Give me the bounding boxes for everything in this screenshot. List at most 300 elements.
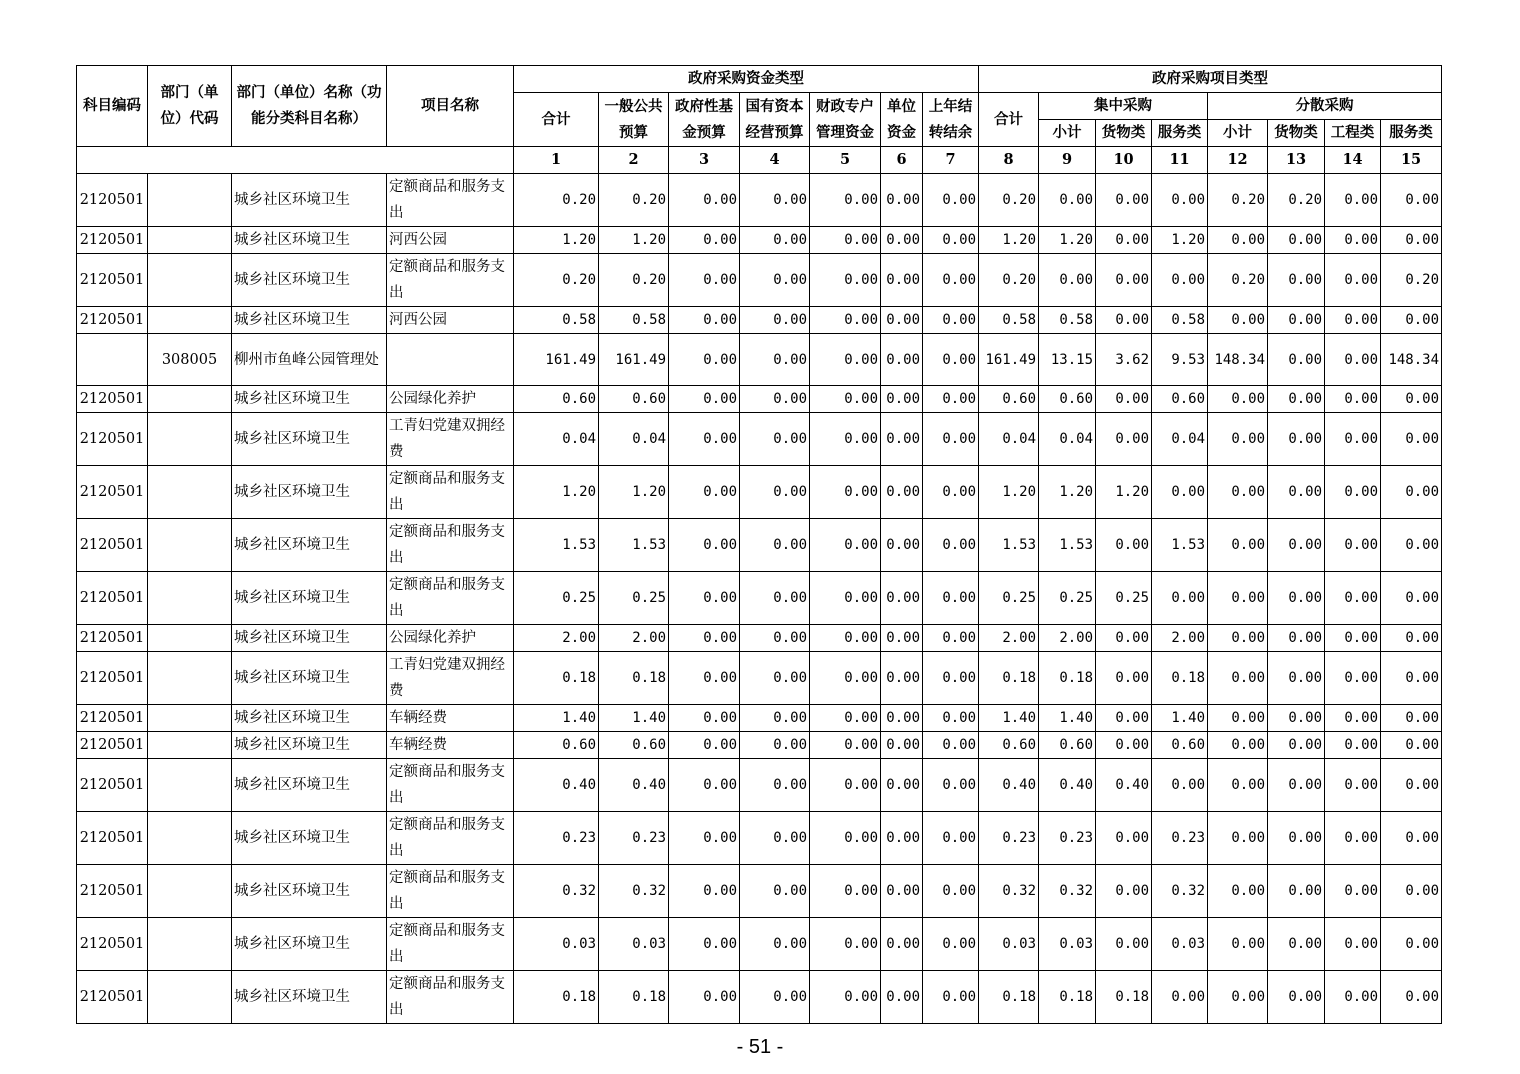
dept-code-cell: [148, 759, 232, 812]
value-cell: 0.00: [1381, 307, 1442, 334]
value-cell: 2.00: [514, 625, 599, 652]
column-number: 6: [881, 147, 923, 174]
dept-code-cell: [148, 732, 232, 759]
value-cell: 0.18: [1039, 971, 1096, 1024]
dept-code-cell: [148, 466, 232, 519]
value-cell: 161.49: [599, 334, 669, 386]
value-cell: 1.20: [1152, 227, 1208, 254]
value-cell: 0.18: [1152, 652, 1208, 705]
value-cell: 161.49: [514, 334, 599, 386]
header-carryover: 上年结转结余: [923, 93, 979, 147]
value-cell: 0.00: [881, 307, 923, 334]
table-row: [77, 174, 1442, 227]
project-name-cell: 河西公园: [387, 307, 514, 334]
dept-name-cell: 城乡社区环境卫生: [232, 572, 387, 625]
value-cell: 0.00: [740, 812, 810, 865]
project-name-cell: 工青妇党建双拥经费: [387, 652, 514, 705]
value-cell: 0.00: [923, 732, 979, 759]
header-dispersed-group: 分散采购: [1208, 93, 1442, 120]
value-cell: 0.00: [740, 572, 810, 625]
value-cell: 0.00: [1268, 732, 1325, 759]
value-cell: 0.20: [599, 174, 669, 227]
procurement-table: [76, 65, 1442, 1024]
value-cell: 0.00: [1268, 918, 1325, 971]
value-cell: 0.00: [1381, 413, 1442, 466]
value-cell: 0.00: [1268, 386, 1325, 413]
value-cell: 0.00: [881, 254, 923, 307]
value-cell: 0.00: [923, 227, 979, 254]
value-cell: 1.40: [514, 705, 599, 732]
value-cell: 0.00: [881, 413, 923, 466]
value-cell: 0.00: [1381, 227, 1442, 254]
value-cell: 0.00: [1096, 705, 1152, 732]
value-cell: 0.40: [599, 759, 669, 812]
value-cell: 0.20: [599, 254, 669, 307]
value-cell: 0.00: [881, 652, 923, 705]
header-central-goods: 货物类: [1096, 120, 1152, 147]
project-name-cell: 车辆经费: [387, 705, 514, 732]
value-cell: 0.00: [1208, 466, 1268, 519]
value-cell: 0.00: [810, 386, 881, 413]
value-cell: 0.20: [979, 254, 1039, 307]
column-number: 1: [514, 147, 599, 174]
value-cell: 0.00: [810, 759, 881, 812]
subject-code-cell: 2120501: [77, 572, 148, 625]
value-cell: 0.00: [1096, 386, 1152, 413]
value-cell: 0.00: [1381, 625, 1442, 652]
dept-name-cell: 城乡社区环境卫生: [232, 227, 387, 254]
subject-code-cell: 2120501: [77, 625, 148, 652]
project-name-cell: 定额商品和服务支出: [387, 918, 514, 971]
value-cell: 1.20: [1096, 466, 1152, 519]
header-special-account: 财政专户管理资金: [810, 93, 881, 147]
column-number: 8: [979, 147, 1039, 174]
value-cell: 0.40: [1096, 759, 1152, 812]
table-header: [77, 66, 1442, 174]
subject-code-cell: 2120501: [77, 307, 148, 334]
value-cell: 0.00: [1096, 413, 1152, 466]
value-cell: 0.00: [1096, 732, 1152, 759]
subject-code-cell: 2120501: [77, 971, 148, 1024]
value-cell: 0.23: [1152, 812, 1208, 865]
subject-code-cell: 2120501: [77, 466, 148, 519]
value-cell: 0.00: [669, 705, 740, 732]
value-cell: 148.34: [1381, 334, 1442, 386]
dept-code-cell: [148, 812, 232, 865]
value-cell: 0.00: [740, 413, 810, 466]
dept-name-cell: 城乡社区环境卫生: [232, 307, 387, 334]
value-cell: 0.00: [881, 227, 923, 254]
value-cell: 0.00: [669, 625, 740, 652]
value-cell: 0.00: [740, 971, 810, 1024]
value-cell: 0.00: [740, 732, 810, 759]
value-cell: 0.00: [1152, 759, 1208, 812]
value-cell: 0.00: [1268, 519, 1325, 572]
value-cell: 0.00: [1208, 652, 1268, 705]
value-cell: 0.00: [669, 519, 740, 572]
value-cell: 0.00: [1208, 519, 1268, 572]
value-cell: 0.00: [740, 865, 810, 918]
value-cell: 0.00: [810, 918, 881, 971]
header-dept-name: 部门（单位）名称（功能分类科目名称）: [232, 66, 387, 147]
value-cell: 1.20: [514, 227, 599, 254]
value-cell: 161.49: [979, 334, 1039, 386]
value-cell: 0.00: [923, 971, 979, 1024]
dept-name-cell: 城乡社区环境卫生: [232, 466, 387, 519]
value-cell: 0.00: [669, 334, 740, 386]
value-cell: 0.20: [1268, 174, 1325, 227]
value-cell: 0.00: [1152, 971, 1208, 1024]
dept-code-cell: [148, 307, 232, 334]
value-cell: 0.00: [1096, 174, 1152, 227]
value-cell: 0.00: [881, 519, 923, 572]
dept-code-cell: [148, 386, 232, 413]
value-cell: 0.00: [1208, 625, 1268, 652]
value-cell: 0.60: [1152, 732, 1208, 759]
value-cell: 1.53: [599, 519, 669, 572]
value-cell: 0.00: [669, 812, 740, 865]
value-cell: 0.00: [1268, 759, 1325, 812]
value-cell: 0.00: [881, 174, 923, 227]
value-cell: 0.25: [599, 572, 669, 625]
table-row: [77, 865, 1442, 918]
value-cell: 0.00: [810, 254, 881, 307]
value-cell: 0.00: [923, 865, 979, 918]
value-cell: 0.32: [599, 865, 669, 918]
value-cell: 0.00: [1208, 732, 1268, 759]
value-cell: 0.00: [1325, 174, 1381, 227]
value-cell: 1.53: [1152, 519, 1208, 572]
value-cell: 2.00: [1152, 625, 1208, 652]
value-cell: 0.00: [740, 254, 810, 307]
value-cell: 0.00: [881, 705, 923, 732]
value-cell: 0.04: [1039, 413, 1096, 466]
value-cell: 0.00: [1381, 705, 1442, 732]
value-cell: 0.00: [740, 227, 810, 254]
table-row: [77, 625, 1442, 652]
value-cell: 0.00: [810, 812, 881, 865]
value-cell: 0.00: [1381, 812, 1442, 865]
value-cell: 0.58: [1152, 307, 1208, 334]
value-cell: 0.00: [1268, 705, 1325, 732]
value-cell: 0.00: [1208, 413, 1268, 466]
value-cell: 0.00: [669, 307, 740, 334]
value-cell: 0.20: [514, 174, 599, 227]
subject-code-cell: 2120501: [77, 386, 148, 413]
project-name-cell: 公园绿化养护: [387, 386, 514, 413]
value-cell: 0.00: [810, 732, 881, 759]
subject-code-cell: [77, 334, 148, 386]
value-cell: 0.04: [514, 413, 599, 466]
value-cell: 0.00: [923, 307, 979, 334]
value-cell: 0.00: [1268, 307, 1325, 334]
value-cell: 1.40: [1039, 705, 1096, 732]
value-cell: 0.00: [810, 865, 881, 918]
value-cell: 0.00: [740, 652, 810, 705]
value-cell: 0.00: [881, 918, 923, 971]
value-cell: 0.00: [1325, 865, 1381, 918]
value-cell: 0.60: [979, 386, 1039, 413]
value-cell: 0.00: [1325, 759, 1381, 812]
value-cell: 0.03: [514, 918, 599, 971]
value-cell: 0.03: [1152, 918, 1208, 971]
subject-code-cell: 2120501: [77, 918, 148, 971]
project-name-cell: 河西公园: [387, 227, 514, 254]
project-name-cell: 车辆经费: [387, 732, 514, 759]
value-cell: 0.00: [810, 519, 881, 572]
value-cell: 0.00: [1381, 652, 1442, 705]
header-central-subtotal: 小计: [1039, 120, 1096, 147]
value-cell: 0.18: [1096, 971, 1152, 1024]
value-cell: 1.20: [1039, 227, 1096, 254]
project-name-cell: 定额商品和服务支出: [387, 174, 514, 227]
value-cell: 0.00: [810, 572, 881, 625]
value-cell: 148.34: [1208, 334, 1268, 386]
table-row: [77, 466, 1442, 519]
value-cell: 0.00: [923, 625, 979, 652]
value-cell: 0.04: [979, 413, 1039, 466]
value-cell: 0.00: [923, 254, 979, 307]
header-project-name: 项目名称: [387, 66, 514, 147]
column-number: 5: [810, 147, 881, 174]
value-cell: 0.32: [514, 865, 599, 918]
value-cell: 1.53: [979, 519, 1039, 572]
value-cell: 0.00: [810, 413, 881, 466]
value-cell: 0.00: [810, 652, 881, 705]
value-cell: 1.40: [1152, 705, 1208, 732]
value-cell: 0.00: [1325, 971, 1381, 1024]
dept-name-cell: 城乡社区环境卫生: [232, 971, 387, 1024]
value-cell: 0.00: [1208, 918, 1268, 971]
dept-code-cell: 308005: [148, 334, 232, 386]
value-cell: 0.00: [810, 307, 881, 334]
header-project-total: 合计: [979, 93, 1039, 147]
value-cell: 0.00: [1268, 865, 1325, 918]
value-cell: 0.00: [1268, 227, 1325, 254]
header-central-group: 集中采购: [1039, 93, 1208, 120]
value-cell: 0.00: [669, 865, 740, 918]
value-cell: 0.00: [1325, 572, 1381, 625]
project-name-cell: 定额商品和服务支出: [387, 759, 514, 812]
header-state-capital-budget: 国有资本经营预算: [740, 93, 810, 147]
value-cell: 0.20: [1208, 254, 1268, 307]
value-cell: 1.20: [1039, 466, 1096, 519]
value-cell: 0.00: [1208, 971, 1268, 1024]
value-cell: 0.00: [923, 466, 979, 519]
subject-code-cell: 2120501: [77, 705, 148, 732]
project-name-cell: 定额商品和服务支出: [387, 971, 514, 1024]
column-number: 15: [1381, 147, 1442, 174]
value-cell: 0.58: [1039, 307, 1096, 334]
value-cell: 0.00: [740, 466, 810, 519]
value-cell: 1.20: [599, 227, 669, 254]
value-cell: 0.00: [1096, 865, 1152, 918]
dept-code-cell: [148, 519, 232, 572]
value-cell: 0.00: [810, 466, 881, 519]
header-subject-code: 科目编码: [77, 66, 148, 147]
subject-code-cell: 2120501: [77, 865, 148, 918]
column-number: 2: [599, 147, 669, 174]
value-cell: 1.20: [979, 466, 1039, 519]
table-row: [77, 812, 1442, 865]
value-cell: 0.00: [1325, 918, 1381, 971]
dept-code-cell: [148, 227, 232, 254]
value-cell: 0.00: [1268, 625, 1325, 652]
value-cell: 1.40: [599, 705, 669, 732]
dept-name-cell: 城乡社区环境卫生: [232, 812, 387, 865]
dept-code-cell: [148, 174, 232, 227]
value-cell: 0.58: [514, 307, 599, 334]
value-cell: 0.25: [979, 572, 1039, 625]
subject-code-cell: 2120501: [77, 519, 148, 572]
dept-name-cell: 城乡社区环境卫生: [232, 254, 387, 307]
value-cell: 0.00: [1325, 413, 1381, 466]
dept-name-cell: 城乡社区环境卫生: [232, 386, 387, 413]
value-cell: 0.60: [599, 732, 669, 759]
value-cell: 0.00: [1325, 307, 1381, 334]
value-cell: 0.00: [669, 971, 740, 1024]
value-cell: 0.00: [923, 386, 979, 413]
value-cell: 0.00: [923, 759, 979, 812]
value-cell: 0.00: [881, 334, 923, 386]
value-cell: 0.18: [599, 971, 669, 1024]
value-cell: 0.00: [881, 572, 923, 625]
value-cell: 0.00: [1208, 227, 1268, 254]
value-cell: 0.00: [1325, 334, 1381, 386]
column-number: 9: [1039, 147, 1096, 174]
value-cell: 0.40: [514, 759, 599, 812]
value-cell: 0.00: [1268, 334, 1325, 386]
value-cell: 0.60: [979, 732, 1039, 759]
value-cell: 0.00: [740, 386, 810, 413]
value-cell: 0.00: [1208, 307, 1268, 334]
value-cell: 0.00: [923, 334, 979, 386]
dept-name-cell: 城乡社区环境卫生: [232, 413, 387, 466]
subject-code-cell: 2120501: [77, 812, 148, 865]
value-cell: 0.58: [979, 307, 1039, 334]
project-name-cell: 定额商品和服务支出: [387, 466, 514, 519]
dept-name-cell: 柳州市鱼峰公园管理处: [232, 334, 387, 386]
value-cell: 0.00: [1381, 466, 1442, 519]
value-cell: 0.00: [1208, 865, 1268, 918]
project-name-cell: 工青妇党建双拥经费: [387, 413, 514, 466]
value-cell: 0.00: [1268, 254, 1325, 307]
project-name-cell: 定额商品和服务支出: [387, 519, 514, 572]
project-name-cell: 定额商品和服务支出: [387, 812, 514, 865]
subject-code-cell: 2120501: [77, 759, 148, 812]
value-cell: 0.00: [1268, 466, 1325, 519]
value-cell: 0.00: [1096, 652, 1152, 705]
table-row: [77, 918, 1442, 971]
value-cell: 0.00: [923, 519, 979, 572]
value-cell: 2.00: [979, 625, 1039, 652]
value-cell: 0.18: [979, 971, 1039, 1024]
subject-code-cell: 2120501: [77, 174, 148, 227]
value-cell: 0.00: [1096, 625, 1152, 652]
dept-name-cell: 城乡社区环境卫生: [232, 865, 387, 918]
value-cell: 0.00: [1381, 174, 1442, 227]
dept-name-cell: 城乡社区环境卫生: [232, 705, 387, 732]
value-cell: 0.60: [514, 732, 599, 759]
value-cell: 0.32: [1039, 865, 1096, 918]
dept-name-cell: 城乡社区环境卫生: [232, 652, 387, 705]
value-cell: 0.00: [881, 759, 923, 812]
value-cell: 9.53: [1152, 334, 1208, 386]
value-cell: 0.20: [979, 174, 1039, 227]
value-cell: 0.00: [1096, 254, 1152, 307]
column-number: 13: [1268, 147, 1325, 174]
value-cell: 0.23: [979, 812, 1039, 865]
table-row: [77, 519, 1442, 572]
value-cell: 0.00: [669, 254, 740, 307]
value-cell: 0.18: [514, 971, 599, 1024]
table-row: [77, 227, 1442, 254]
value-cell: 0.00: [1381, 386, 1442, 413]
table-body: [77, 174, 1442, 1024]
table-row: [77, 413, 1442, 466]
value-cell: 0.00: [1208, 386, 1268, 413]
value-cell: 0.00: [669, 386, 740, 413]
value-cell: 0.00: [1325, 519, 1381, 572]
value-cell: 0.00: [923, 174, 979, 227]
value-cell: 0.00: [740, 625, 810, 652]
project-name-cell: [387, 334, 514, 386]
value-cell: 0.00: [1208, 572, 1268, 625]
value-cell: 0.00: [669, 227, 740, 254]
dept-code-cell: [148, 413, 232, 466]
value-cell: 0.00: [1268, 413, 1325, 466]
value-cell: 0.00: [1152, 254, 1208, 307]
project-name-cell: 定额商品和服务支出: [387, 572, 514, 625]
dept-name-cell: 城乡社区环境卫生: [232, 732, 387, 759]
project-name-cell: 定额商品和服务支出: [387, 865, 514, 918]
value-cell: 0.00: [1325, 227, 1381, 254]
value-cell: 0.04: [599, 413, 669, 466]
value-cell: 0.00: [669, 732, 740, 759]
value-cell: 0.00: [1268, 572, 1325, 625]
value-cell: 0.00: [881, 865, 923, 918]
value-cell: 0.20: [1381, 254, 1442, 307]
value-cell: 0.00: [740, 174, 810, 227]
value-cell: 0.00: [1039, 174, 1096, 227]
value-cell: 0.00: [881, 732, 923, 759]
column-number: 7: [923, 147, 979, 174]
value-cell: 0.00: [881, 971, 923, 1024]
value-cell: 0.00: [1381, 918, 1442, 971]
dept-code-cell: [148, 865, 232, 918]
value-cell: 0.03: [599, 918, 669, 971]
value-cell: 0.00: [1325, 466, 1381, 519]
header-fund-total: 合计: [514, 93, 599, 147]
value-cell: 0.00: [1381, 732, 1442, 759]
value-cell: 1.53: [1039, 519, 1096, 572]
value-cell: 0.25: [514, 572, 599, 625]
header-fund-type-group: 政府采购资金类型: [514, 66, 979, 93]
column-number-blank: [77, 147, 514, 174]
dept-name-cell: 城乡社区环境卫生: [232, 918, 387, 971]
value-cell: 0.00: [881, 625, 923, 652]
value-cell: 0.60: [514, 386, 599, 413]
value-cell: 0.00: [669, 174, 740, 227]
column-number: 3: [669, 147, 740, 174]
header-dispersed-services: 服务类: [1381, 120, 1442, 147]
value-cell: 0.00: [1325, 625, 1381, 652]
value-cell: 0.00: [881, 812, 923, 865]
value-cell: 0.00: [1096, 812, 1152, 865]
header-dispersed-goods: 货物类: [1268, 120, 1325, 147]
value-cell: 0.00: [810, 971, 881, 1024]
value-cell: 0.00: [740, 918, 810, 971]
